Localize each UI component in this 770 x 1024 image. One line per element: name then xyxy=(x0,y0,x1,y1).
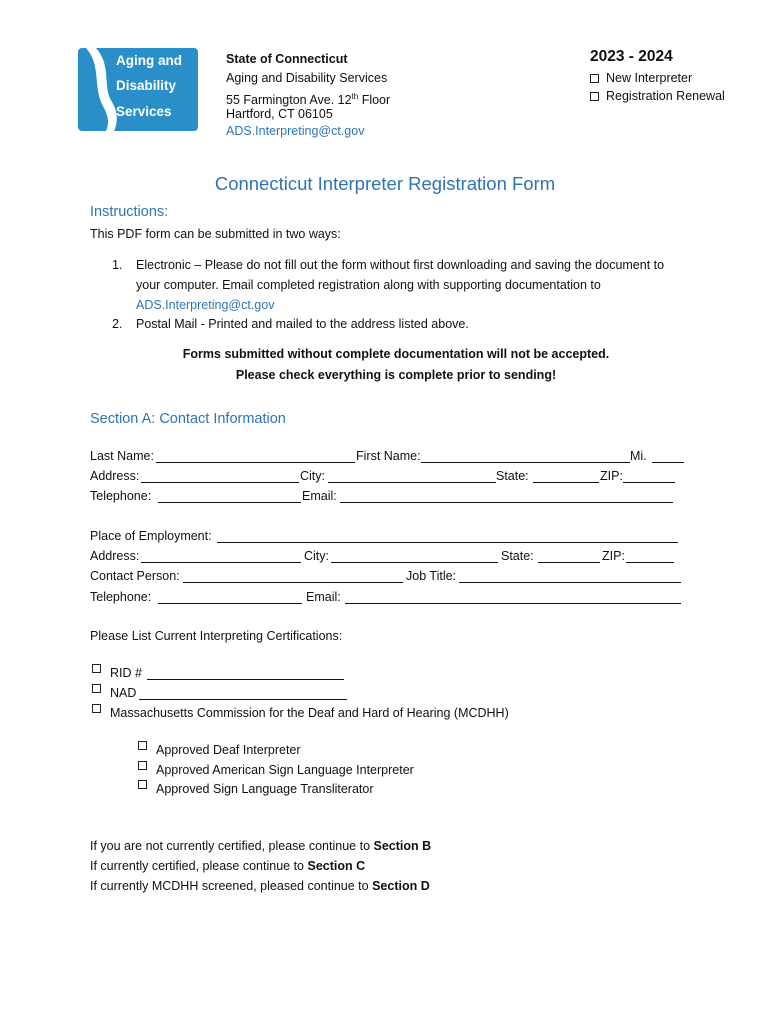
checkbox[interactable] xyxy=(590,74,599,83)
employer-email-field[interactable] xyxy=(345,603,681,604)
zip-field[interactable] xyxy=(623,482,675,483)
routing-line-3: If currently MCDHH screened, pleased continue to Section D xyxy=(90,879,430,893)
checkbox[interactable] xyxy=(138,761,147,770)
city-field[interactable] xyxy=(328,482,496,483)
option-new-interpreter[interactable]: New Interpreter xyxy=(590,69,692,89)
employer-telephone-field[interactable] xyxy=(158,603,302,604)
street-address: 55 Farmington Ave. 12th Floor xyxy=(226,92,391,108)
checkbox[interactable] xyxy=(92,704,101,713)
cert-nad: NAD xyxy=(90,684,390,704)
place-of-employment-field[interactable] xyxy=(217,542,678,543)
checkbox[interactable] xyxy=(92,684,101,693)
logo-line-1: Aging and xyxy=(116,53,182,68)
cert-sub-transliterator: Approved Sign Language Transliterator xyxy=(138,780,538,800)
employer-telephone-row: Telephone: Email: xyxy=(90,588,690,608)
first-name-field[interactable] xyxy=(421,462,630,463)
certifications-prompt: Please List Current Interpreting Certifications: xyxy=(90,629,343,643)
employer-zip-field[interactable] xyxy=(626,562,674,563)
employer-address-row: Address: City: State: ZIP: xyxy=(90,547,690,567)
telephone-field[interactable] xyxy=(158,502,301,503)
cert-sub-deaf-interpreter: Approved Deaf Interpreter xyxy=(138,741,538,761)
nad-field[interactable] xyxy=(139,699,347,700)
logo-line-3: Services xyxy=(116,104,172,119)
instructions-intro: This PDF form can be submitted in two ways: xyxy=(90,227,341,241)
cert-rid: RID # xyxy=(90,664,390,684)
instruction-item-2: 2. Postal Mail - Printed and mailed to the address listed above. xyxy=(112,317,469,331)
state-field[interactable] xyxy=(533,482,599,483)
employer-address-field[interactable] xyxy=(141,562,301,563)
contact-person-row: Contact Person: Job Title: xyxy=(90,567,690,587)
cert-sub-asl-interpreter: Approved American Sign Language Interpreter xyxy=(138,761,538,781)
checkbox[interactable] xyxy=(138,780,147,789)
org-name: State of Connecticut xyxy=(226,52,348,66)
routing-line-1: If you are not currently certified, please continue to Section B xyxy=(90,839,432,853)
checkbox[interactable] xyxy=(138,741,147,750)
routing-line-2: If currently certified, please continue to Section C xyxy=(90,859,366,873)
employer-city-field[interactable] xyxy=(331,562,498,563)
address-row: Address: City: State: ZIP: xyxy=(90,467,690,487)
instruction-item-1-cont: your computer. Email completed registration along with supporting documentation to xyxy=(136,278,601,292)
ads-logo xyxy=(78,48,198,131)
middle-initial-field[interactable] xyxy=(652,462,684,463)
city-line: Hartford, CT 06105 xyxy=(226,107,333,121)
checkbox[interactable] xyxy=(590,92,599,101)
job-title-field[interactable] xyxy=(459,582,681,583)
warning-line-1: Forms submitted without complete documentation will not be accepted. xyxy=(182,347,610,361)
address-field[interactable] xyxy=(141,482,299,483)
rid-number-field[interactable] xyxy=(147,679,344,680)
employment-row: Place of Employment: xyxy=(90,527,690,547)
cert-mcdhh: Massachusetts Commission for the Deaf and Hard of Hearing (MCDHH) xyxy=(90,704,690,724)
form-year: 2023 - 2024 xyxy=(590,48,673,65)
section-a-heading: Section A: Contact Information xyxy=(90,411,286,427)
email-field[interactable] xyxy=(340,502,673,503)
option-registration-renewal[interactable]: Registration Renewal xyxy=(590,87,725,107)
instruction-item-1: 1. Electronic – Please do not fill out the form without first downloading and saving the document to xyxy=(112,258,665,272)
telephone-row: Telephone: Email: xyxy=(90,487,690,507)
checkbox[interactable] xyxy=(92,664,101,673)
warning-line-2: Please check everything is complete prior to sending! xyxy=(235,368,557,382)
contact-person-field[interactable] xyxy=(183,582,403,583)
last-name-field[interactable] xyxy=(156,462,355,463)
logo-line-2: Disability xyxy=(116,78,177,93)
dept-name: Aging and Disability Services xyxy=(226,71,388,85)
name-row: Last Name: First Name: Mi. xyxy=(90,447,690,467)
employer-state-field[interactable] xyxy=(538,562,600,563)
instructions-email-link[interactable]: ADS.Interpreting@ct.gov xyxy=(136,298,275,312)
instructions-heading: Instructions: xyxy=(90,204,169,220)
contact-email-link[interactable]: ADS.Interpreting@ct.gov xyxy=(226,124,365,138)
form-title: Connecticut Interpreter Registration Form xyxy=(214,173,556,194)
